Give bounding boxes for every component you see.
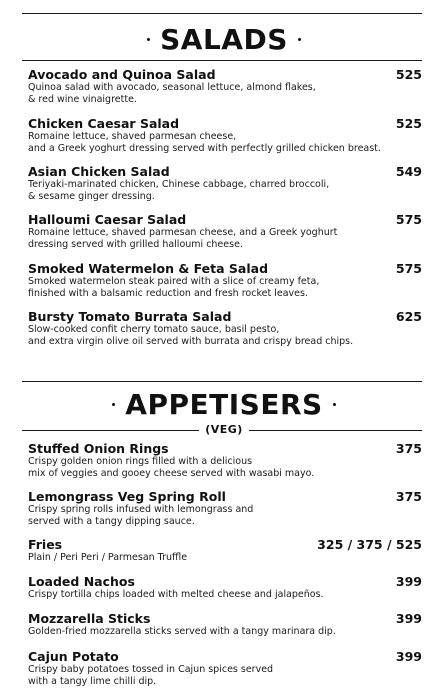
menu-item: [28, 165, 394, 203]
item-description: Slow-cooked confit cherry tomato sauce, basil pesto,: [28, 324, 280, 335]
menu-item: [28, 490, 394, 528]
appetisers-title: APPETISERS: [125, 387, 323, 421]
item-description: Romaine lettuce, shaved parmesan cheese,: [28, 131, 237, 142]
item-name: Smoked Watermelon & Feta Salad: [28, 261, 269, 276]
item-description: served with a tangy dipping sauce.: [28, 516, 195, 527]
appetisers-top-rule: [22, 381, 422, 382]
menu-item: [28, 117, 394, 155]
item-price: 375: [395, 441, 422, 456]
item-description: Smoked watermelon steak paired with a slice of creamy feta,: [28, 276, 320, 287]
item-name: Cajun Potato: [28, 649, 119, 664]
item-name: Chicken Caesar Salad: [28, 116, 180, 131]
item-price: 375: [395, 489, 422, 504]
item-description: Crispy baby potatoes tossed in Cajun spices served: [28, 664, 274, 675]
item-name: Stuffed Onion Rings: [28, 441, 169, 456]
item-description: and a Greek yoghurt dressing served with perfectly grilled chicken breast.: [28, 143, 381, 154]
item-description: with a tangy lime chilli dip.: [28, 676, 157, 687]
item-price: 549: [395, 164, 422, 179]
item-description: dressing served with grilled halloumi cheese.: [28, 239, 243, 250]
item-price: 625: [395, 309, 422, 324]
item-name: Lemongrass Veg Spring Roll: [28, 489, 226, 504]
item-description: Plain / Peri Peri / Parmesan Truffle: [28, 552, 188, 563]
menu-item: [28, 213, 394, 251]
item-description: mix of veggies and gooey cheese served with wasabi mayo.: [28, 468, 315, 479]
item-name: Bursty Tomato Burrata Salad: [28, 309, 232, 324]
item-description: finished with a balsamic reduction and fresh rocket leaves.: [28, 288, 308, 299]
item-description: Crispy spring rolls infused with lemongrass and: [28, 504, 254, 515]
menu-item: [28, 68, 394, 106]
item-description: Crispy tortilla chips loaded with melted cheese and jalapeños.: [28, 589, 324, 600]
item-description: Crispy golden onion rings filled with a delicious: [28, 456, 253, 467]
item-description: & sesame ginger dressing.: [28, 191, 155, 202]
item-description: & red wine vinaigrette.: [28, 94, 137, 105]
salads-title: SALADS: [160, 22, 288, 56]
item-price: 399: [395, 574, 422, 589]
salads-heading: [0, 22, 448, 56]
item-description: Quinoa salad with avocado, seasonal lettuce, almond flakes,: [28, 82, 316, 93]
salads-top-rule: [22, 13, 422, 14]
item-name: Fries: [28, 537, 63, 552]
item-name: Avocado and Quinoa Salad: [28, 67, 216, 82]
bullet-icon: [147, 38, 150, 41]
bullet-icon: [298, 38, 301, 41]
item-price: 399: [395, 611, 422, 626]
menu-item: [28, 575, 394, 601]
salads-bottom-rule: [22, 60, 422, 61]
item-price: 525: [395, 67, 422, 82]
item-description: Romaine lettuce, shaved parmesan cheese, and a Greek yoghurt: [28, 227, 338, 238]
appetisers-subtitle: [0, 423, 448, 436]
menu-item: [28, 650, 394, 688]
bullet-icon: [112, 403, 115, 406]
menu-item: [28, 310, 394, 348]
menu-item: [28, 262, 394, 300]
item-description: Teriyaki-marinated chicken, Chinese cabbage, charred broccoli,: [28, 179, 330, 190]
appetisers-heading: [0, 386, 448, 422]
item-description: Golden-fried mozzarella sticks served with a tangy marinara dip.: [28, 626, 336, 637]
item-price: 399: [395, 649, 422, 664]
item-price: 575: [395, 261, 422, 276]
item-name: Loaded Nachos: [28, 574, 135, 589]
item-name: Asian Chicken Salad: [28, 164, 170, 179]
item-price: 325 / 375 / 525: [317, 537, 422, 552]
item-price: 575: [395, 212, 422, 227]
item-name: Halloumi Caesar Salad: [28, 212, 187, 227]
appetisers-subtitle-text: (VEG): [199, 423, 249, 436]
item-name: Mozzarella Sticks: [28, 611, 151, 626]
item-description: and extra virgin olive oil served with burrata and crispy bread chips.: [28, 336, 354, 347]
bullet-icon: [333, 403, 336, 406]
menu-item: [28, 612, 394, 638]
item-price: 525: [395, 116, 422, 131]
menu-item: [28, 442, 394, 480]
